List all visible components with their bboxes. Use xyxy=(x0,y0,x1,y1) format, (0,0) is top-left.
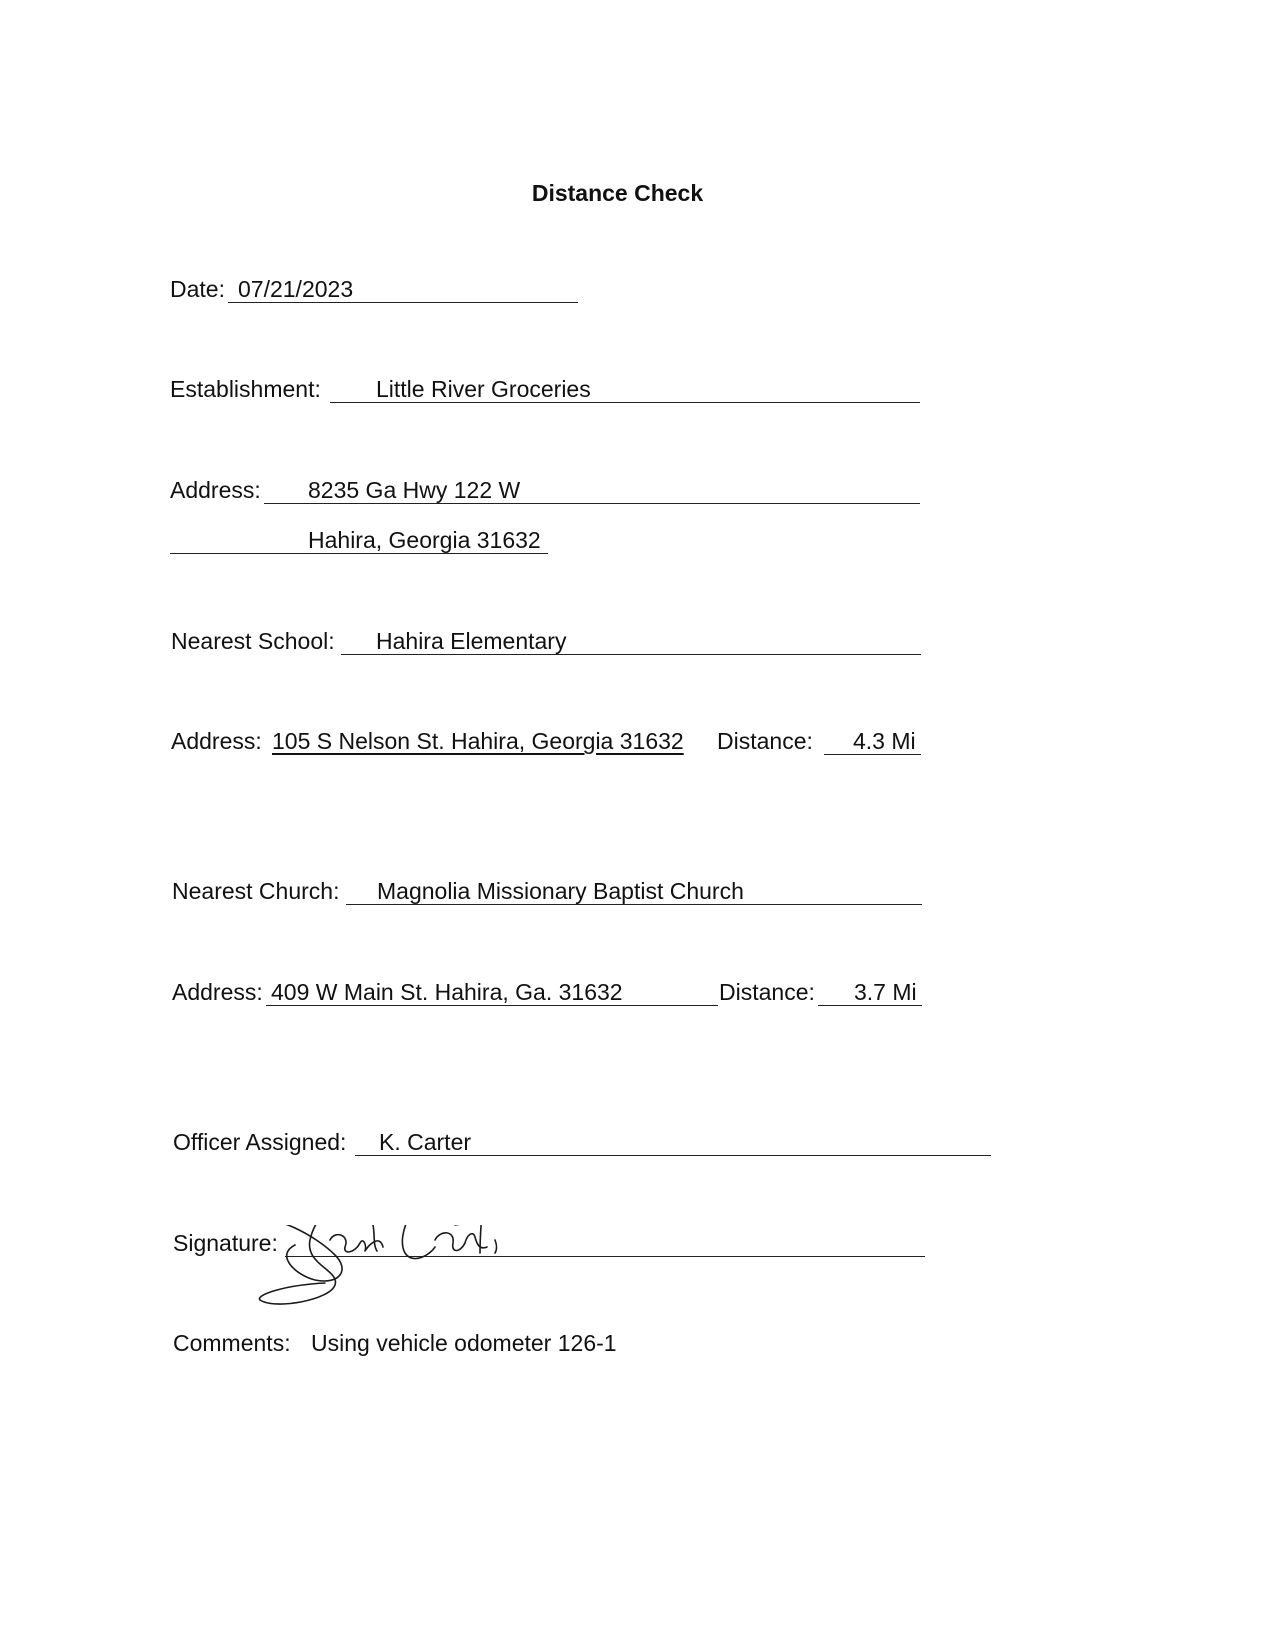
page-title: Distance Check xyxy=(531,180,704,206)
date-value: 07/21/2023 xyxy=(238,276,354,302)
school-underline xyxy=(341,654,921,655)
address-line2: Hahira, Georgia 31632 xyxy=(308,527,541,553)
address-line2-underline xyxy=(170,553,548,554)
address-line1-underline xyxy=(264,503,920,504)
date-label: Date: xyxy=(170,276,225,302)
officer-underline xyxy=(355,1155,991,1156)
church-address-value: 409 W Main St. Hahira, Ga. 31632 xyxy=(271,979,623,1005)
school-distance-value: 4.3 Mi xyxy=(853,728,916,754)
comments-label: Comments: xyxy=(173,1330,291,1356)
address-line1: 8235 Ga Hwy 122 W xyxy=(308,477,521,503)
handwritten-signature xyxy=(255,1225,565,1335)
establishment-underline xyxy=(330,402,920,403)
school-address-label: Address: xyxy=(171,728,262,754)
comments-value: Using vehicle odometer 126-1 xyxy=(311,1330,617,1356)
church-value: Magnolia Missionary Baptist Church xyxy=(377,878,744,904)
church-distance-value: 3.7 Mi xyxy=(854,979,917,1005)
church-label: Nearest Church: xyxy=(172,878,340,904)
date-underline xyxy=(228,302,578,303)
signature-label: Signature: xyxy=(173,1230,278,1256)
establishment-value: Little River Groceries xyxy=(376,376,591,402)
church-distance-label: Distance: xyxy=(719,979,815,1005)
establishment-label: Establishment: xyxy=(170,376,321,402)
church-address-label: Address: xyxy=(172,979,263,1005)
school-distance-label: Distance: xyxy=(717,728,813,754)
church-underline xyxy=(346,904,922,905)
school-distance-underline xyxy=(824,754,921,755)
church-distance-underline xyxy=(818,1005,922,1006)
school-value: Hahira Elementary xyxy=(376,628,567,654)
church-address-underline xyxy=(266,1005,718,1006)
officer-value: K. Carter xyxy=(379,1129,472,1155)
address-label: Address: xyxy=(170,477,261,503)
school-address-value: 105 S Nelson St. Hahira, Georgia 31632 xyxy=(272,728,684,754)
officer-label: Officer Assigned: xyxy=(173,1129,347,1155)
school-label: Nearest School: xyxy=(171,628,335,654)
